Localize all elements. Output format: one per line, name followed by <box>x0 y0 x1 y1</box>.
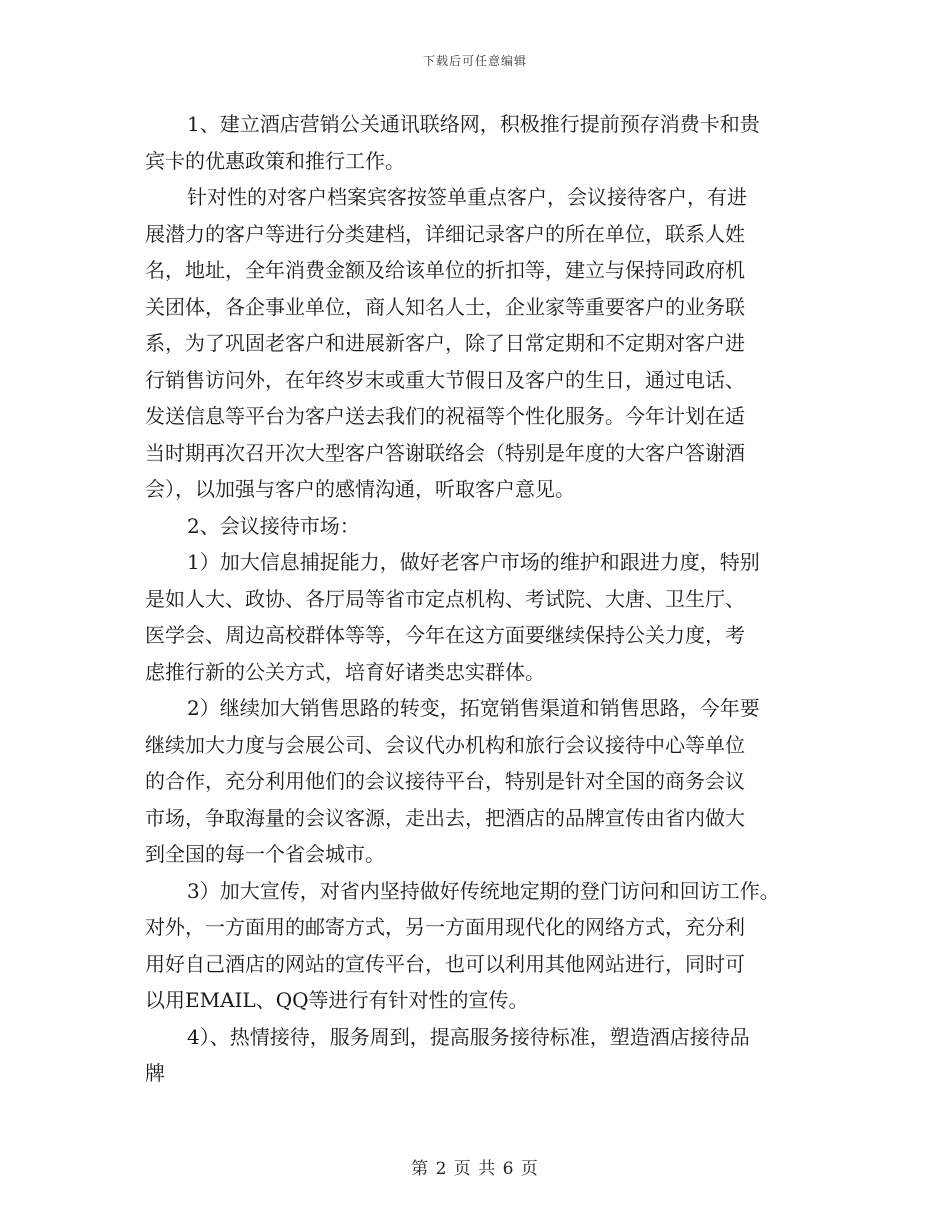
paragraph-line: 针对性的对客户档案宾客按签单重点客户，会议接待客户，有进 <box>187 185 747 209</box>
paragraph-line: 虑推行新的公关方式，培育好诸类忠实群体。 <box>145 659 545 684</box>
paragraph-line: 2）继续加大销售思路的转变，拓宽销售渠道和销售思路，今年要 <box>187 696 760 720</box>
paragraph-line: 展潜力的客户等进行分类建档，详细记录客户的所在单位，联系人姓 <box>145 221 745 246</box>
paragraph-line: 系，为了巩固老客户和进展新客户，除了日常定期和不定期对客户进 <box>145 331 745 355</box>
paragraph-line: 4）、热情接待，服务周到，提高服务接待标准，塑造酒店接待品 <box>187 1024 750 1049</box>
paragraph-line: 名，地址，全年消费金额及给该单位的折扣等，建立与保持同政府机 <box>145 258 745 282</box>
paragraph-line: 当时期再次召开次大型客户答谢联络会（特别是年度的大客户答谢酒 <box>145 440 745 465</box>
paragraph-line: 的合作，充分利用他们的会议接待平台，特别是针对全国的商务会议 <box>145 769 745 793</box>
paragraph-line: 是如人大、政协、各厅局等省市定点机构、考试院、大唐、卫生厅、 <box>145 586 745 611</box>
paragraph-line: 到全国的每一个省会城市。 <box>145 842 385 866</box>
paragraph-line: 发送信息等平台为客户送去我们的祝福等个性化服务。今年计划在适 <box>145 404 745 428</box>
paragraph-line: 1）加大信息捕捉能力，做好老客户市场的维护和跟进力度，特别 <box>187 550 760 574</box>
paragraph-line: 牌 <box>145 1061 165 1085</box>
paragraph-line: 行销售访问外，在年终岁末或重大节假日及客户的生日，通过电话、 <box>145 367 745 392</box>
paragraph-line: 医学会、周边高校群体等等，今年在这方面要继续保持公关力度，考 <box>145 623 745 647</box>
document-body <box>145 106 820 1092</box>
paragraph-line: 用好自己酒店的网站的宣传平台，也可以利用其他网站进行，同时可 <box>145 951 745 976</box>
page-number-footer: 第 2 页 共 6 页 <box>411 1159 539 1179</box>
paragraph-line: 1、建立酒店营销公关通讯联络网，积极推行提前预存消费卡和贵 <box>187 112 760 136</box>
paragraph-line: 宾卡的优惠政策和推行工作。 <box>145 148 405 173</box>
paragraph-line: 对外，一方面用的邮寄方式，另一方面用现代化的网络方式，充分利 <box>145 915 745 939</box>
paragraph-line: 以用EMAIL、QQ等进行有针对性的宣传。 <box>145 988 529 1012</box>
paragraph-line: 3）加大宣传，对省内坚持做好传统地定期的登门访问和回访工作。 <box>187 878 780 903</box>
paragraph-line: 会），以加强与客户的感情沟通，听取客户意见。 <box>145 477 575 501</box>
paragraph-line: 继续加大力度与会展公司、会议代办机构和旅行会议接待中心等单位 <box>145 732 745 757</box>
page-header: 下载后可任意编辑 <box>422 54 527 68</box>
section-heading: 2、会议接待市场： <box>187 513 360 538</box>
paragraph-line: 关团体，各企事业单位，商人知名人士，企业家等重要客户的业务联 <box>145 294 745 319</box>
paragraph-line: 市场，争取海量的会议客源，走出去，把酒店的品牌宣传由省内做大 <box>145 805 745 830</box>
